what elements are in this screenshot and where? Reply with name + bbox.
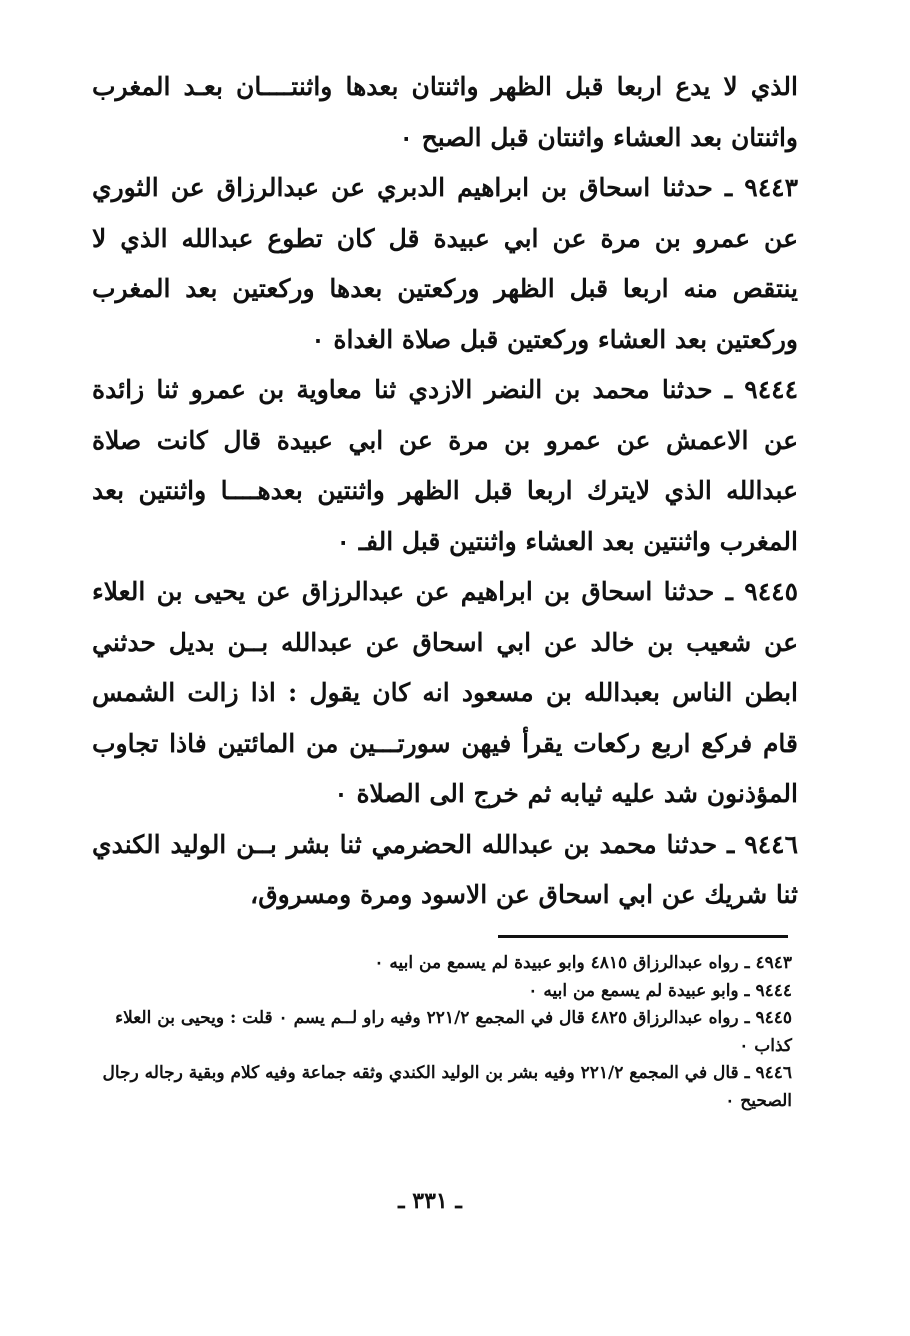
page-number: ـ ٣٣١ ـ <box>398 1188 462 1214</box>
paragraph-continuation: الذي لا يدع اربعا قبل الظهر واثنتان بعدها واثنتــــان بعـد المغرب واثنتان بعد العشاء واثنتان قبل الصبح ٠ <box>92 72 798 152</box>
footnotes <box>92 950 792 1115</box>
footnote-9443: ٤٩٤٣ ـ رواه عبدالرزاق ٤٨١٥ وابو عبيدة لم يسمع من ابيه ٠ <box>374 953 792 973</box>
paragraph-9446: ٩٤٤٦ ـ حدثنا محمد بن عبدالله الحضرمي ثنا بشر بــن الوليد الكندي ثنا شريك عن ابي اسحاق عن الاسود ومرة ومسروق، <box>92 829 798 909</box>
paragraph-9444: ٩٤٤٤ ـ حدثنا محمد بن النضر الازدي ثنا معاوية بن عمرو ثنا زائدة عن الاعمش عن عمرو بن مرة عن ابي عبيدة قال كانت صلاة عبدالله الذي لايترك اربعا قبل الظهر واثنتين بعدهــــا واثنتين بعد المغرب واثنتين بعد العشاء واثنتين قبل الفـ ٠ <box>92 375 798 556</box>
footnote-9445: ٩٤٤٥ ـ رواه عبدالرزاق ٤٨٢٥ قال في المجمع ٢٢١/٢ وفيه راو لــم يسم ٠ قلت : ويحيى بن العلاء كذاب ٠ <box>115 1008 792 1056</box>
main-text <box>92 62 798 921</box>
footnote-9446: ٩٤٤٦ ـ قال في المجمع ٢٢١/٢ وفيه بشر بن الوليد الكندي وثقه جماعة وفيه كلام وبقية رجاله رجال الصحيح ٠ <box>102 1063 792 1111</box>
footnote-9444: ٩٤٤٤ ـ وابو عبيدة لم يسمع من ابيه ٠ <box>528 980 792 1001</box>
footnote-divider <box>498 935 788 938</box>
paragraph-9443: ٩٤٤٣ ـ حدثنا اسحاق بن ابراهيم الدبري عن عبدالرزاق عن الثوري عن عمرو بن مرة عن ابي عبيدة قل كان تطوع عبدالله الذي لا ينتقص منه اربعا قبل الظهر وركعتين بعدها وركعتين بعد المغرب وركعتين بعد العشاء وركعتين قبل صلاة الغداة ٠ <box>92 173 798 354</box>
paragraph-9445: ٩٤٤٥ ـ حدثنا اسحاق بن ابراهيم عن عبدالرزاق عن يحيى بن العلاء عن شعيب بن خالد عن ابي اسحاق عن عبدالله بــن بديل حدثني ابطن الناس بعبدالله بن مسعود انه كان يقول : اذا زالت الشمس قام فركع اربع ركعات يقرأ فيهن سورتـــين من المائتين فاذا تجاوب المؤذنون شد عليه ثيابه ثم خرج الى الصلاة ٠ <box>92 577 798 808</box>
